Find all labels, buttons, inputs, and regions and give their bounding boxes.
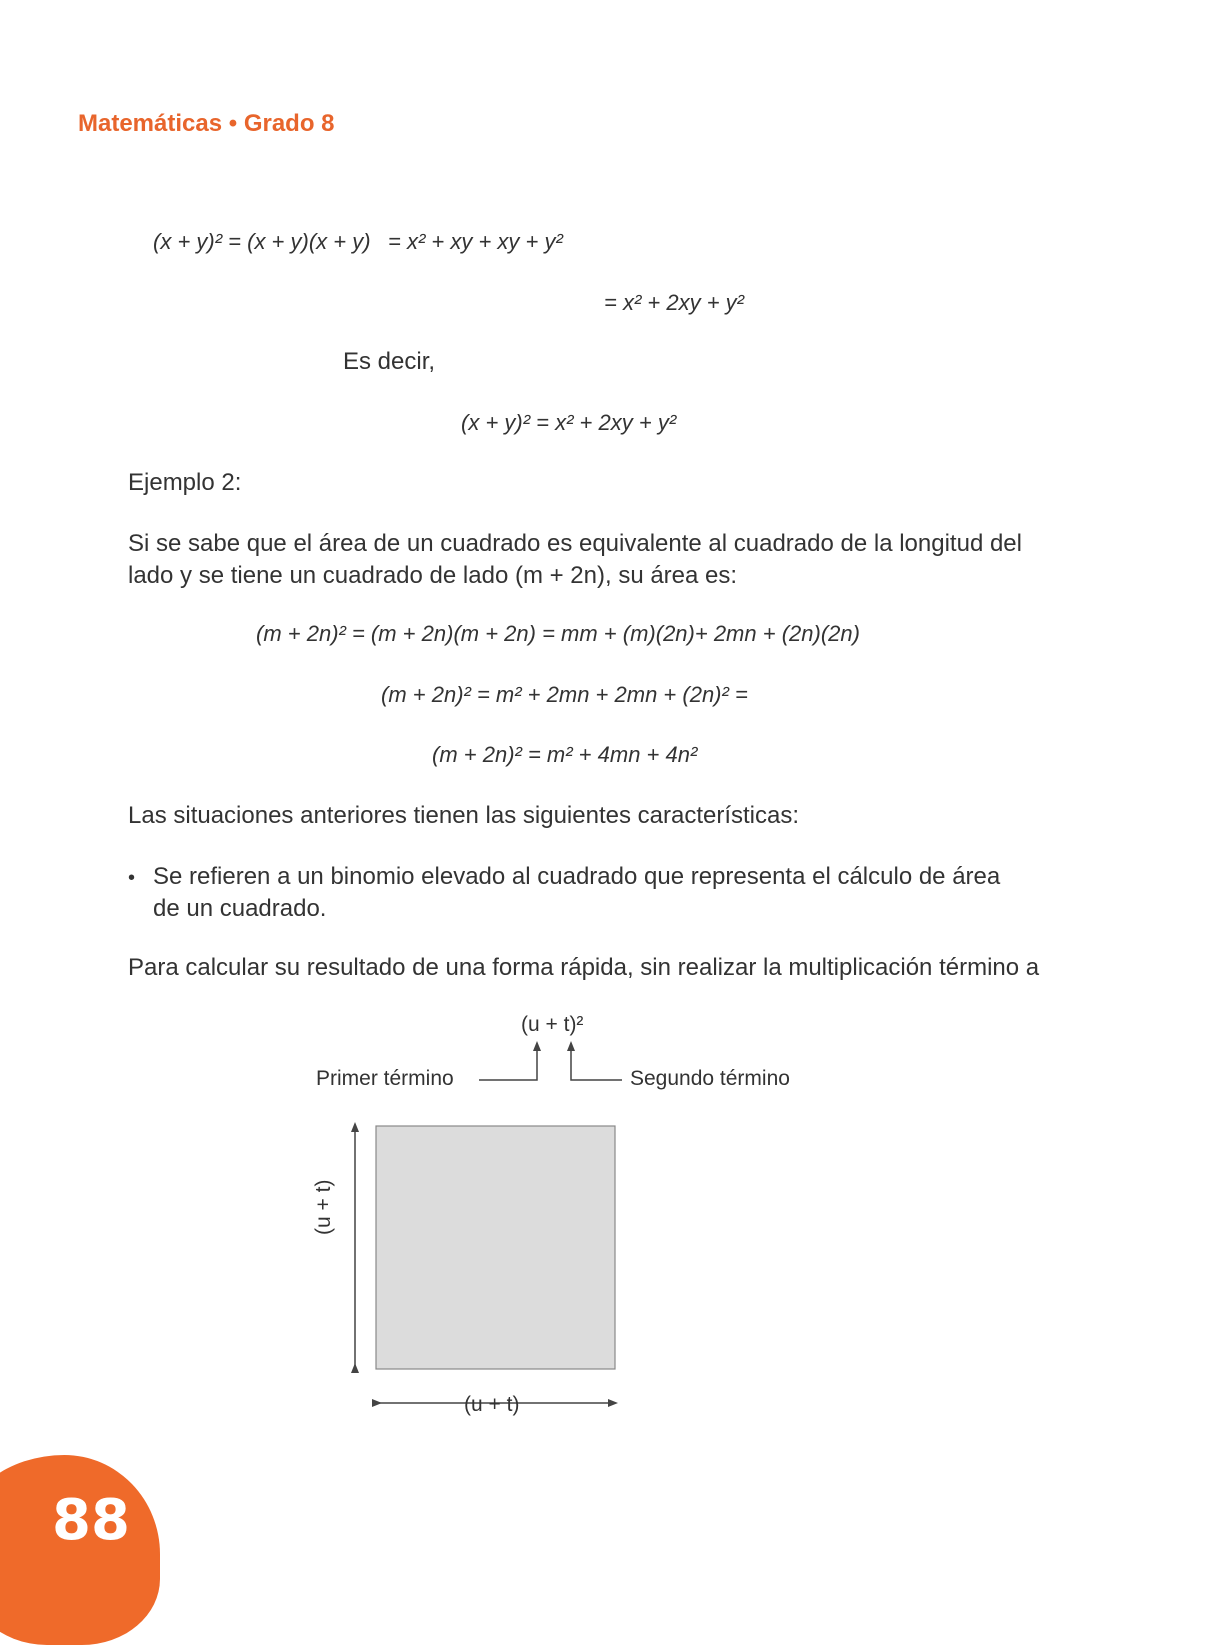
side-label: (u + t) — [312, 1179, 335, 1235]
first-term-connector — [479, 1046, 537, 1080]
example2-title: Ejemplo 2: — [128, 469, 242, 496]
bullet-marker: • — [128, 867, 136, 889]
page-number: 88 — [52, 1488, 130, 1553]
square — [376, 1126, 615, 1369]
equation-line1-right: = x² + xy + xy + y² — [388, 229, 563, 254]
es-decir-text: Es decir, — [343, 348, 436, 375]
example2-intro: Si se sabe que el área de un cuadrado es equivalente al cuadrado de la longitud del lado y se tiene un cuadrado de lado (m + 2n), su área es: — [128, 530, 1022, 589]
equation-line2: = x² + 2xy + y² — [604, 290, 744, 315]
top-expression: (u + t)² — [521, 1013, 584, 1036]
bottom-label: (u + t) — [464, 1393, 520, 1416]
equation-line1-left: (x + y)² = (x + y)(x + y) — [153, 229, 371, 254]
header-subject: Matemáticas — [78, 110, 223, 137]
example2-equation1: (m + 2n)² = (m + 2n)(m + 2n) = mm + (m)(2n)+ 2mn + (2n)(2n) — [256, 621, 860, 646]
first-term-label: Primer término — [316, 1067, 454, 1090]
header-separator: • — [228, 110, 238, 137]
example2-equation3: (m + 2n)² = m² + 4mn + 4n² — [432, 742, 698, 767]
example2-equation2: (m + 2n)² = m² + 2mn + 2mn + (2n)² = — [381, 682, 748, 707]
closing-text: Para calcular su resultado de una forma rápida, sin realizar la multiplicación término a — [128, 954, 1040, 981]
header-grade: Grado 8 — [243, 110, 335, 137]
second-term-label: Segundo término — [630, 1067, 790, 1090]
equation-result: (x + y)² = x² + 2xy + y² — [461, 410, 677, 435]
bullet-item-1: Se refieren a un binomio elevado al cuadrado que representa el cálculo de área de un cuadrado. — [153, 863, 1001, 922]
characteristics-intro: Las situaciones anteriores tienen las siguientes características: — [128, 802, 800, 829]
second-term-connector — [571, 1046, 622, 1080]
